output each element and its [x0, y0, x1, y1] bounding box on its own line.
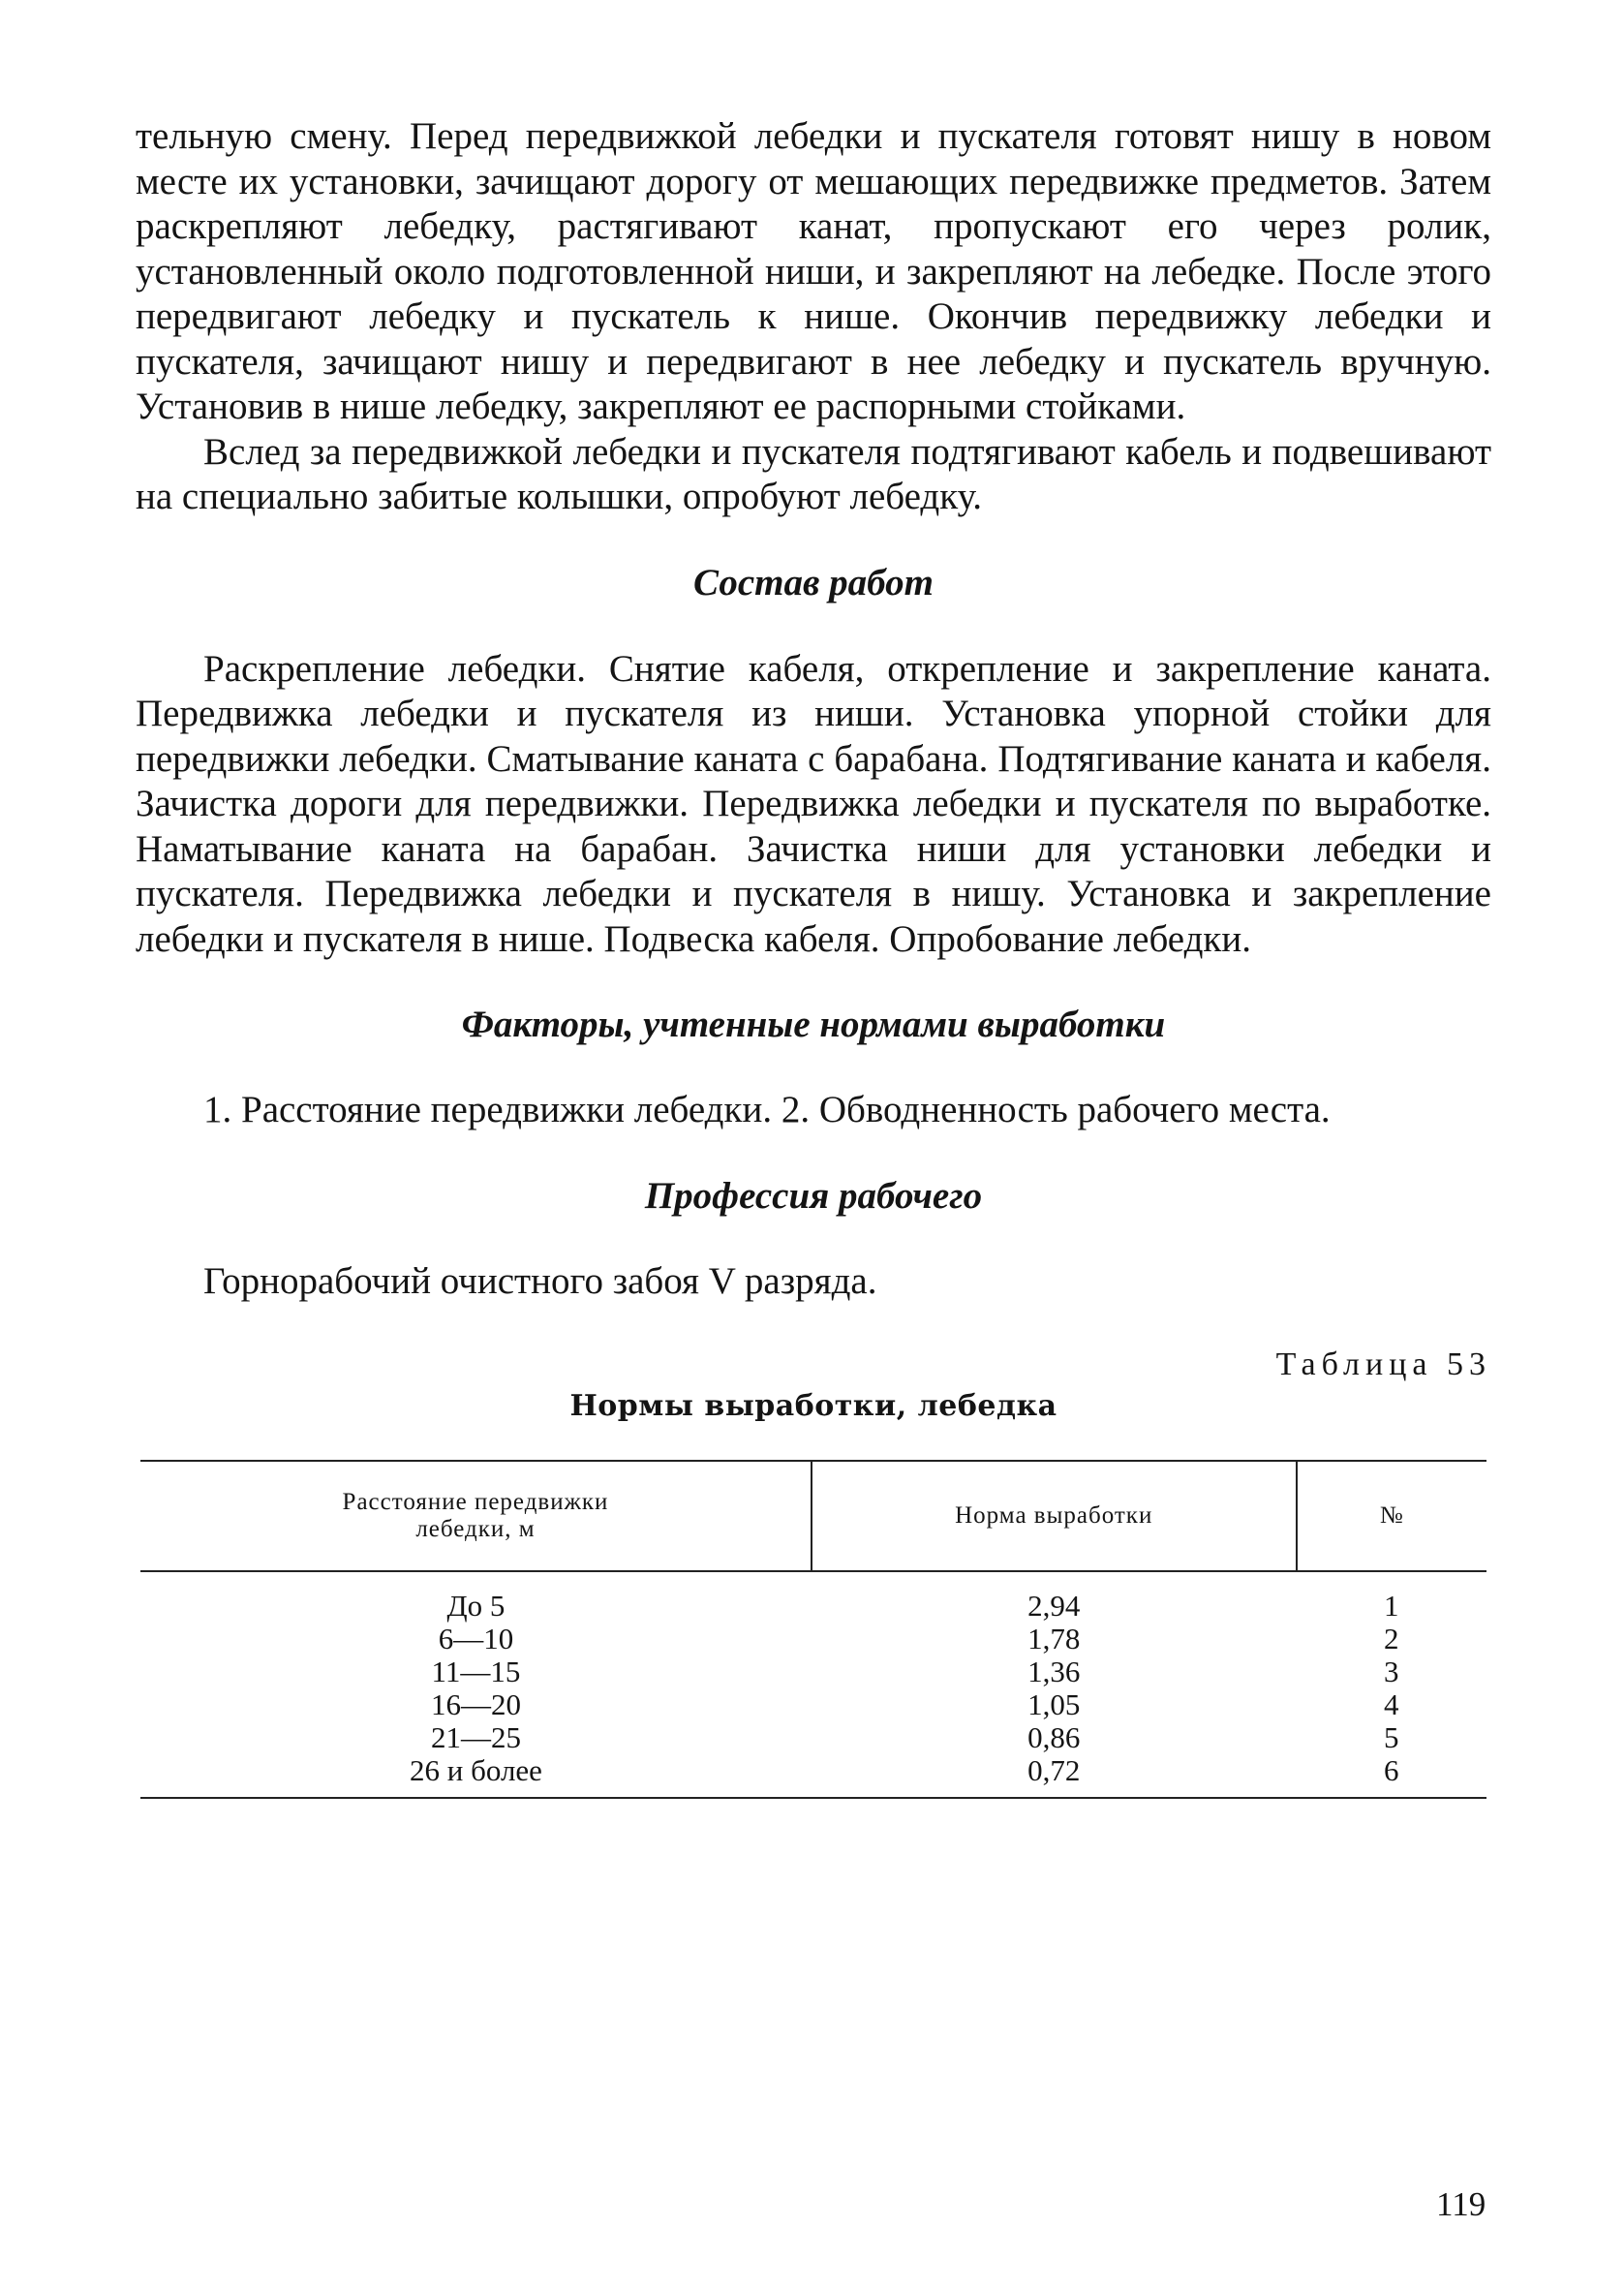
table-title: Нормы выработки, лебедка	[569, 1389, 1057, 1423]
cell-number: 3	[1384, 1655, 1399, 1688]
cell-distance: 6—10	[438, 1622, 514, 1655]
cell-number: 6	[1384, 1753, 1399, 1787]
heading-composition: Состав работ	[693, 561, 934, 603]
paragraph-cable-pulling: Вслед за передвижкой лебедки и пускателя подтягивают кабель и подвешивают на специально забитые колышки, опробуют лебедку.	[136, 430, 1491, 517]
column-number-values	[1297, 1571, 1486, 1798]
paragraph-factors: 1. Расстояние передвижки лебедки. 2. Обводненность рабочего места.	[203, 1089, 1331, 1130]
cell-number: 2	[1384, 1622, 1399, 1655]
cell-distance: 21—25	[430, 1720, 521, 1754]
column-norm-values	[812, 1571, 1297, 1798]
cell-norm: 0,86	[1027, 1720, 1081, 1754]
header-distance-line1: Расстояние передвижки	[342, 1489, 609, 1515]
cell-distance: 11—15	[431, 1655, 521, 1688]
header-distance-line2: лебедки, м	[415, 1516, 536, 1542]
column-distance-values	[140, 1571, 812, 1798]
cell-number: 1	[1384, 1589, 1399, 1623]
cell-norm: 1,78	[1027, 1622, 1081, 1655]
cell-number: 4	[1384, 1687, 1399, 1721]
page-number: 119	[1436, 2185, 1486, 2223]
header-norm: Норма выработки	[812, 1461, 1297, 1571]
cell-distance: До 5	[446, 1589, 506, 1623]
header-distance	[140, 1461, 812, 1571]
paragraph-winch-relocation: тельную смену. Перед передвижкой лебедки и пускателя готовят нишу в новом месте их установки, зачищают дорогу от мешающих передвижке предметов. Затем раскрепляют лебедку, растягивают канат, пропускают его через ролик, установленный около подготовленной ниши, и закрепляют на лебедке. После этого передвигают лебедку и пускатель к нише. Окончив передвижку лебедки и пускателя, зачищают нишу и передвигают в нее лебедку и пускатель вручную. Установив в нише лебедку, закрепляют ее распорными стойками.	[136, 115, 1491, 427]
table-body-row	[140, 1571, 1486, 1798]
paragraph-profession: Горнорабочий очистного забоя V разряда.	[203, 1259, 877, 1302]
cell-distance: 26 и более	[410, 1753, 542, 1787]
cell-distance: 16—20	[430, 1687, 521, 1721]
paragraph-composition: Раскрепление лебедки. Снятие кабеля, открепление и закрепление каната. Передвижка лебедки и пускателя из ниши. Установка упорной стойки для передвижки лебедки. Сматывание каната с барабана. Подтягивание каната и кабеля. Зачистка дороги для передвижки. Передвижка лебедки и пускателя по выработке. Наматывание каната на барабан. Зачистка ниши для установки лебедки и пускателя. Передвижка лебедки и пускателя в нишу. Установка и закрепление лебедки и пускателя в нише. Подвеска кабеля. Опробование лебедки.	[136, 647, 1491, 960]
cell-norm: 0,72	[1027, 1753, 1081, 1787]
cell-norm: 1,05	[1027, 1687, 1081, 1721]
table-caption: Таблица 53	[1275, 1346, 1491, 1382]
heading-profession: Профессия рабочего	[644, 1174, 983, 1217]
heading-factors: Факторы, учтенные нормами выработки	[461, 1004, 1166, 1045]
table-header-row	[140, 1461, 1486, 1571]
cell-number: 5	[1384, 1720, 1399, 1754]
header-number: №	[1297, 1461, 1486, 1571]
cell-norm: 1,36	[1027, 1655, 1081, 1688]
norms-table	[140, 1460, 1486, 1799]
document-page	[136, 114, 1491, 1799]
cell-norm: 2,94	[1027, 1589, 1081, 1623]
